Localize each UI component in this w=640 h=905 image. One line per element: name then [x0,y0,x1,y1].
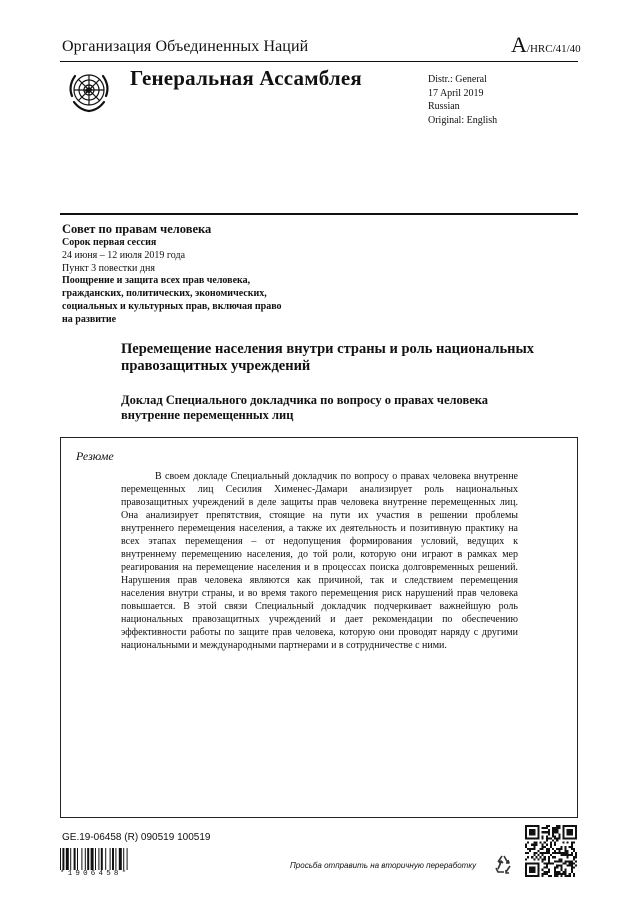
barcode-number: *1906458* [60,870,130,878]
document-title: Перемещение населения внутри страны и роль национальных правозащитных учреждений [121,341,535,374]
meeting-block [62,222,292,327]
document-symbol [511,32,581,57]
summary-text: В своем докладе Специальный докладчик по вопросу о правах человека внутренне перемещенных лиц Сесилия Хименес-Дамари анализирует роль национальных правозащитных учреждений в деле защиты прав человека внутренне перемещенных лиц. Она анализирует препятствия, стоящие на пути их участия в решении проблемы внутреннего перемещения населения, а также их деятельность и позитивную практику на всех этапах перемещения – от недопущения формирования условий, ведущих к внутреннему перемещению населения, до той роли, которую они играют в рамках мер реагирования на перемещение населения и в процессах поиска долговременных решений. Нарушения прав человека являются как причиной, так и следствием перемещения населения внутри страны, и во время такого перемещения риск нарушений прав человека повышается. В этой связи Специальный докладчик подчеркивает важнейшую роль национальных правозащитных учреждений и дает рекомендации по обеспечению эффективности работы по защите прав человека, которую они проводят наряду с другими национальными и международными партнерами и в сотрудничестве с ними. [121,471,518,651]
agenda-item: Пункт 3 повестки дня [62,262,155,274]
recycle-note: Просьба отправить на вторичную переработку [290,861,477,870]
body-name: Генеральная Ассамблея [130,66,362,90]
distribution-line: Distr.: General [428,74,487,85]
header-thick-rule [60,213,578,215]
document-symbol-letter: A [511,32,527,57]
distribution-line: Original: English [428,114,498,126]
document-subtitle: Доклад Специального докладчика по вопросу о правах человека внутренне перемещенных лиц [121,393,489,422]
distribution-line: Russian [428,101,460,112]
job-number: GE.19-06458 (R) 090519 100519 [62,832,211,843]
council-name: Совет по правам человека [62,222,212,236]
distribution-block [428,73,497,127]
organization-name: Организация Объединенных Наций [62,38,309,55]
un-emblem-icon [63,66,115,118]
agenda-title: Поощрение и защита всех прав человека, гражданских, политических, экономических, социальных и культурных прав, включая право на развитие [62,275,282,325]
barcode-icon [60,848,156,870]
session-dates: 24 июня – 12 июля 2019 года [62,249,186,261]
summary-label: Резюме [76,449,114,463]
document-symbol-number: /HRC/41/40 [526,43,581,55]
qr-code-icon [525,825,577,877]
session-name: Сорок первая сессия [62,237,157,248]
header-rule [60,61,578,62]
recycle-icon [493,853,515,875]
distribution-line: 17 April 2019 [428,87,484,99]
